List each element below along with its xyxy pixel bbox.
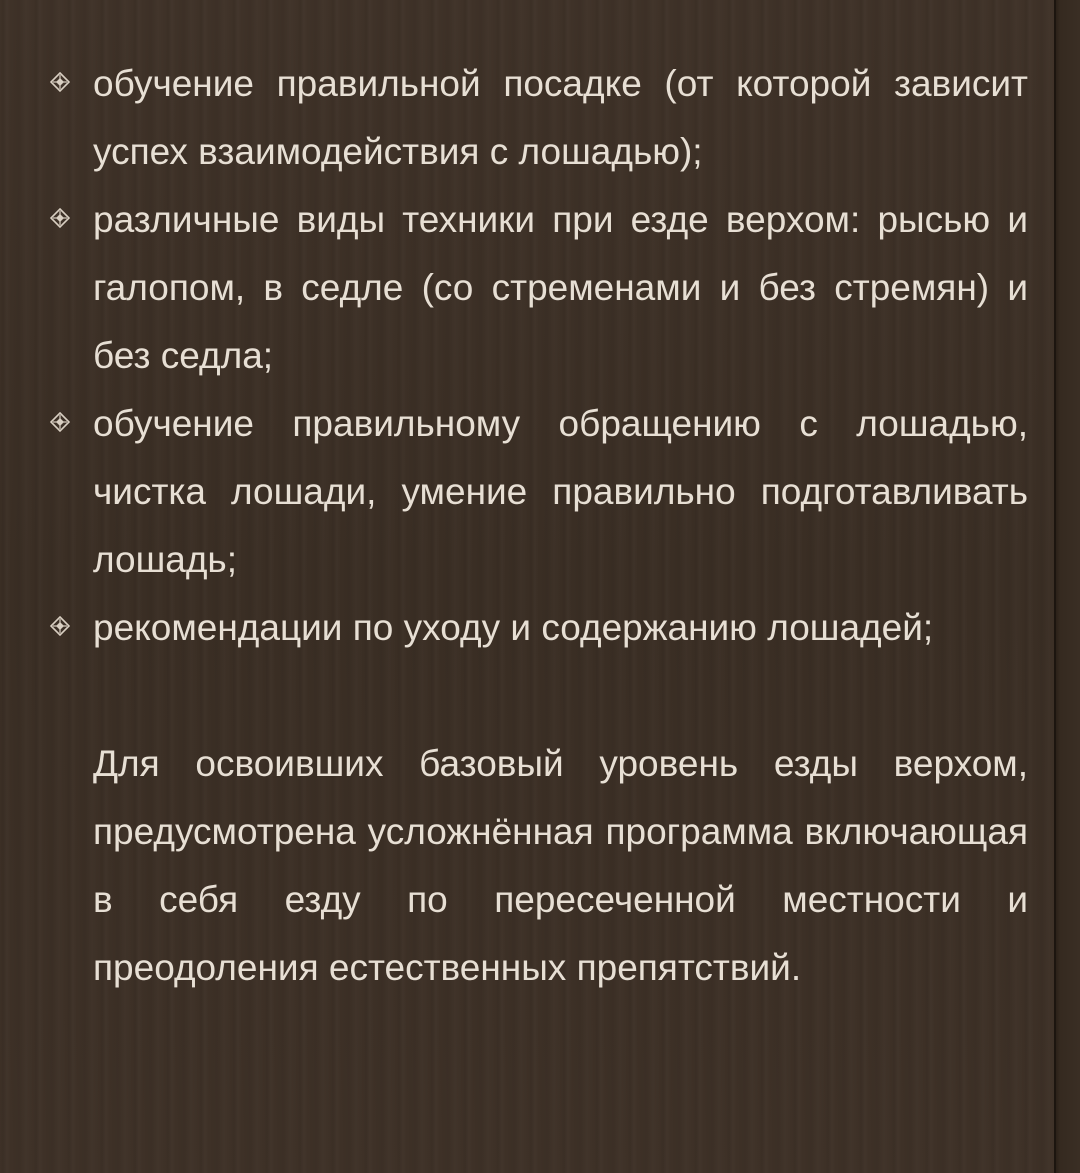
list-item	[48, 594, 1028, 662]
advanced-program-paragraph: Для освоивших базовый уровень езды верхом, предусмотрена усложнённая программа включающая в себя езду по пересеченной местности и преодоления естественных препятствий.	[93, 743, 1028, 988]
list-item-text: различные виды техники при езде верхом: рысью и галопом, в седле (со стременами и без стремян) и без седла;	[93, 199, 1028, 376]
panel-edge-line	[1054, 0, 1056, 1173]
article-content	[48, 50, 1028, 1002]
diamond-bullet-icon	[50, 208, 70, 228]
list-item-text: рекомендации по уходу и содержанию лошадей;	[93, 607, 934, 648]
list-item	[48, 186, 1028, 390]
list-item	[48, 50, 1028, 186]
list-item-text: обучение правильной посадке (от которой зависит успех взаимодействия с лошадью);	[93, 63, 1028, 172]
diamond-bullet-icon	[50, 412, 70, 432]
wood-panel-edge	[1054, 0, 1080, 1173]
diamond-bullet-icon	[50, 616, 70, 636]
bullet-list	[48, 50, 1028, 662]
list-item	[48, 390, 1028, 594]
diamond-bullet-icon	[50, 72, 70, 92]
list-item-text: обучение правильному обращению с лошадью, чистка лошади, умение правильно подготавливать лошадь;	[93, 403, 1028, 580]
